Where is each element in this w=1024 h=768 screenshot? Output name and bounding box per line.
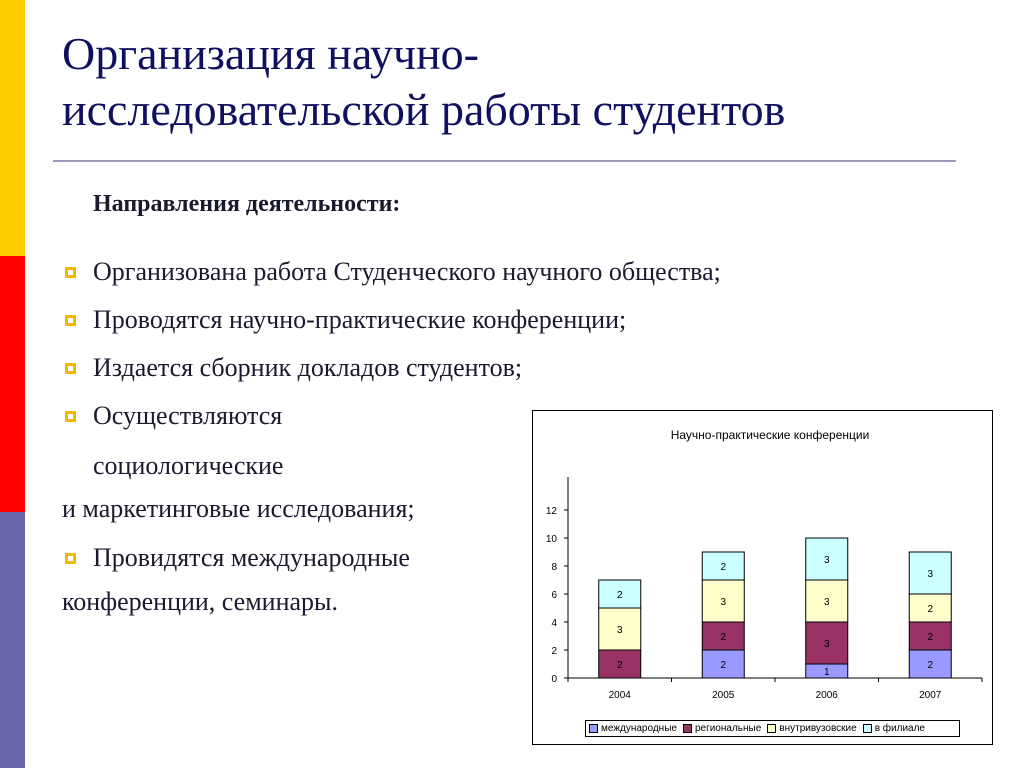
- bar-data-label: 2: [616, 660, 623, 671]
- legend-swatch: [589, 724, 598, 733]
- x-tick-label: 2004: [608, 690, 631, 701]
- y-tick-label: 0: [551, 674, 557, 685]
- legend-swatch: [863, 724, 872, 733]
- legend-item: [767, 723, 856, 734]
- bullet-item-4-line-3: и маркетинговые исследования;: [62, 494, 415, 523]
- bullet-item-3: Издается сборник докладов студентов;: [93, 353, 523, 382]
- bullet-item-4-line-1: Осуществляются: [93, 401, 283, 430]
- legend-item: [863, 723, 925, 734]
- y-tick-label: 12: [545, 506, 557, 517]
- chart-legend: [585, 720, 960, 737]
- y-tick-label: 2: [551, 646, 557, 657]
- slide-title: [62, 26, 962, 138]
- y-tick-label: 10: [545, 534, 557, 545]
- bullet-marker-icon: [65, 411, 76, 422]
- slide-title-line-2: исследовательской работы студентов: [62, 84, 786, 135]
- bar-data-label: 2: [720, 632, 727, 643]
- legend-label: региональные: [694, 723, 762, 734]
- legend-item: [589, 723, 677, 734]
- x-tick-label: 2007: [919, 690, 942, 701]
- title-divider: [53, 160, 956, 162]
- chart-frame: [532, 410, 993, 745]
- side-bar-purple: [0, 512, 25, 768]
- legend-label: внутривузовские: [779, 723, 857, 734]
- legend-item: [683, 723, 761, 734]
- bar-data-label: 3: [823, 639, 830, 650]
- bar-data-label: 2: [720, 660, 727, 671]
- bar-data-label: 1: [823, 667, 830, 678]
- slide-title-line-1: Организация научно-: [62, 28, 479, 79]
- bar-data-label: 3: [616, 625, 623, 636]
- bullet-item-5-line-1: Провидятся международные: [93, 543, 410, 572]
- side-bar-red: [0, 256, 25, 512]
- subheading: Направления деятельности:: [93, 191, 401, 217]
- y-tick-label: 8: [551, 562, 557, 573]
- chart-title: Научно-практические конференции: [670, 428, 870, 442]
- bar-data-label: 2: [927, 604, 934, 615]
- legend-swatch: [767, 724, 776, 733]
- bullet-item-4-line-2: социологические: [93, 451, 284, 480]
- stacked-bar-chart: [533, 411, 992, 744]
- y-tick-label: 6: [551, 590, 557, 601]
- bullet-marker-icon: [65, 267, 76, 278]
- legend-label: международные: [601, 723, 677, 734]
- bar-data-label: 2: [720, 562, 727, 573]
- bar-data-label: 2: [927, 660, 934, 671]
- bar-data-label: 2: [927, 632, 934, 643]
- bullet-item-2: Проводятся научно-практические конференции;: [93, 305, 627, 334]
- legend-swatch: [683, 724, 692, 733]
- bar-data-label: 3: [823, 555, 830, 566]
- side-bar-yellow: [0, 0, 25, 256]
- bar-data-label: 3: [720, 597, 727, 608]
- legend-label: в филиале: [874, 723, 925, 734]
- bar-data-label: 3: [823, 597, 830, 608]
- bar-data-label: 2: [616, 590, 623, 601]
- bullet-item-5-line-2: конференции, семинары.: [62, 587, 338, 616]
- y-tick-label: 4: [551, 618, 557, 629]
- bullet-item-1: Организована работа Студенческого научного общества;: [93, 257, 721, 286]
- bullet-marker-icon: [65, 553, 76, 564]
- x-tick-label: 2006: [815, 690, 838, 701]
- x-tick-label: 2005: [712, 690, 735, 701]
- bullet-marker-icon: [65, 363, 76, 374]
- bar-data-label: 3: [927, 569, 934, 580]
- bullet-marker-icon: [65, 315, 76, 326]
